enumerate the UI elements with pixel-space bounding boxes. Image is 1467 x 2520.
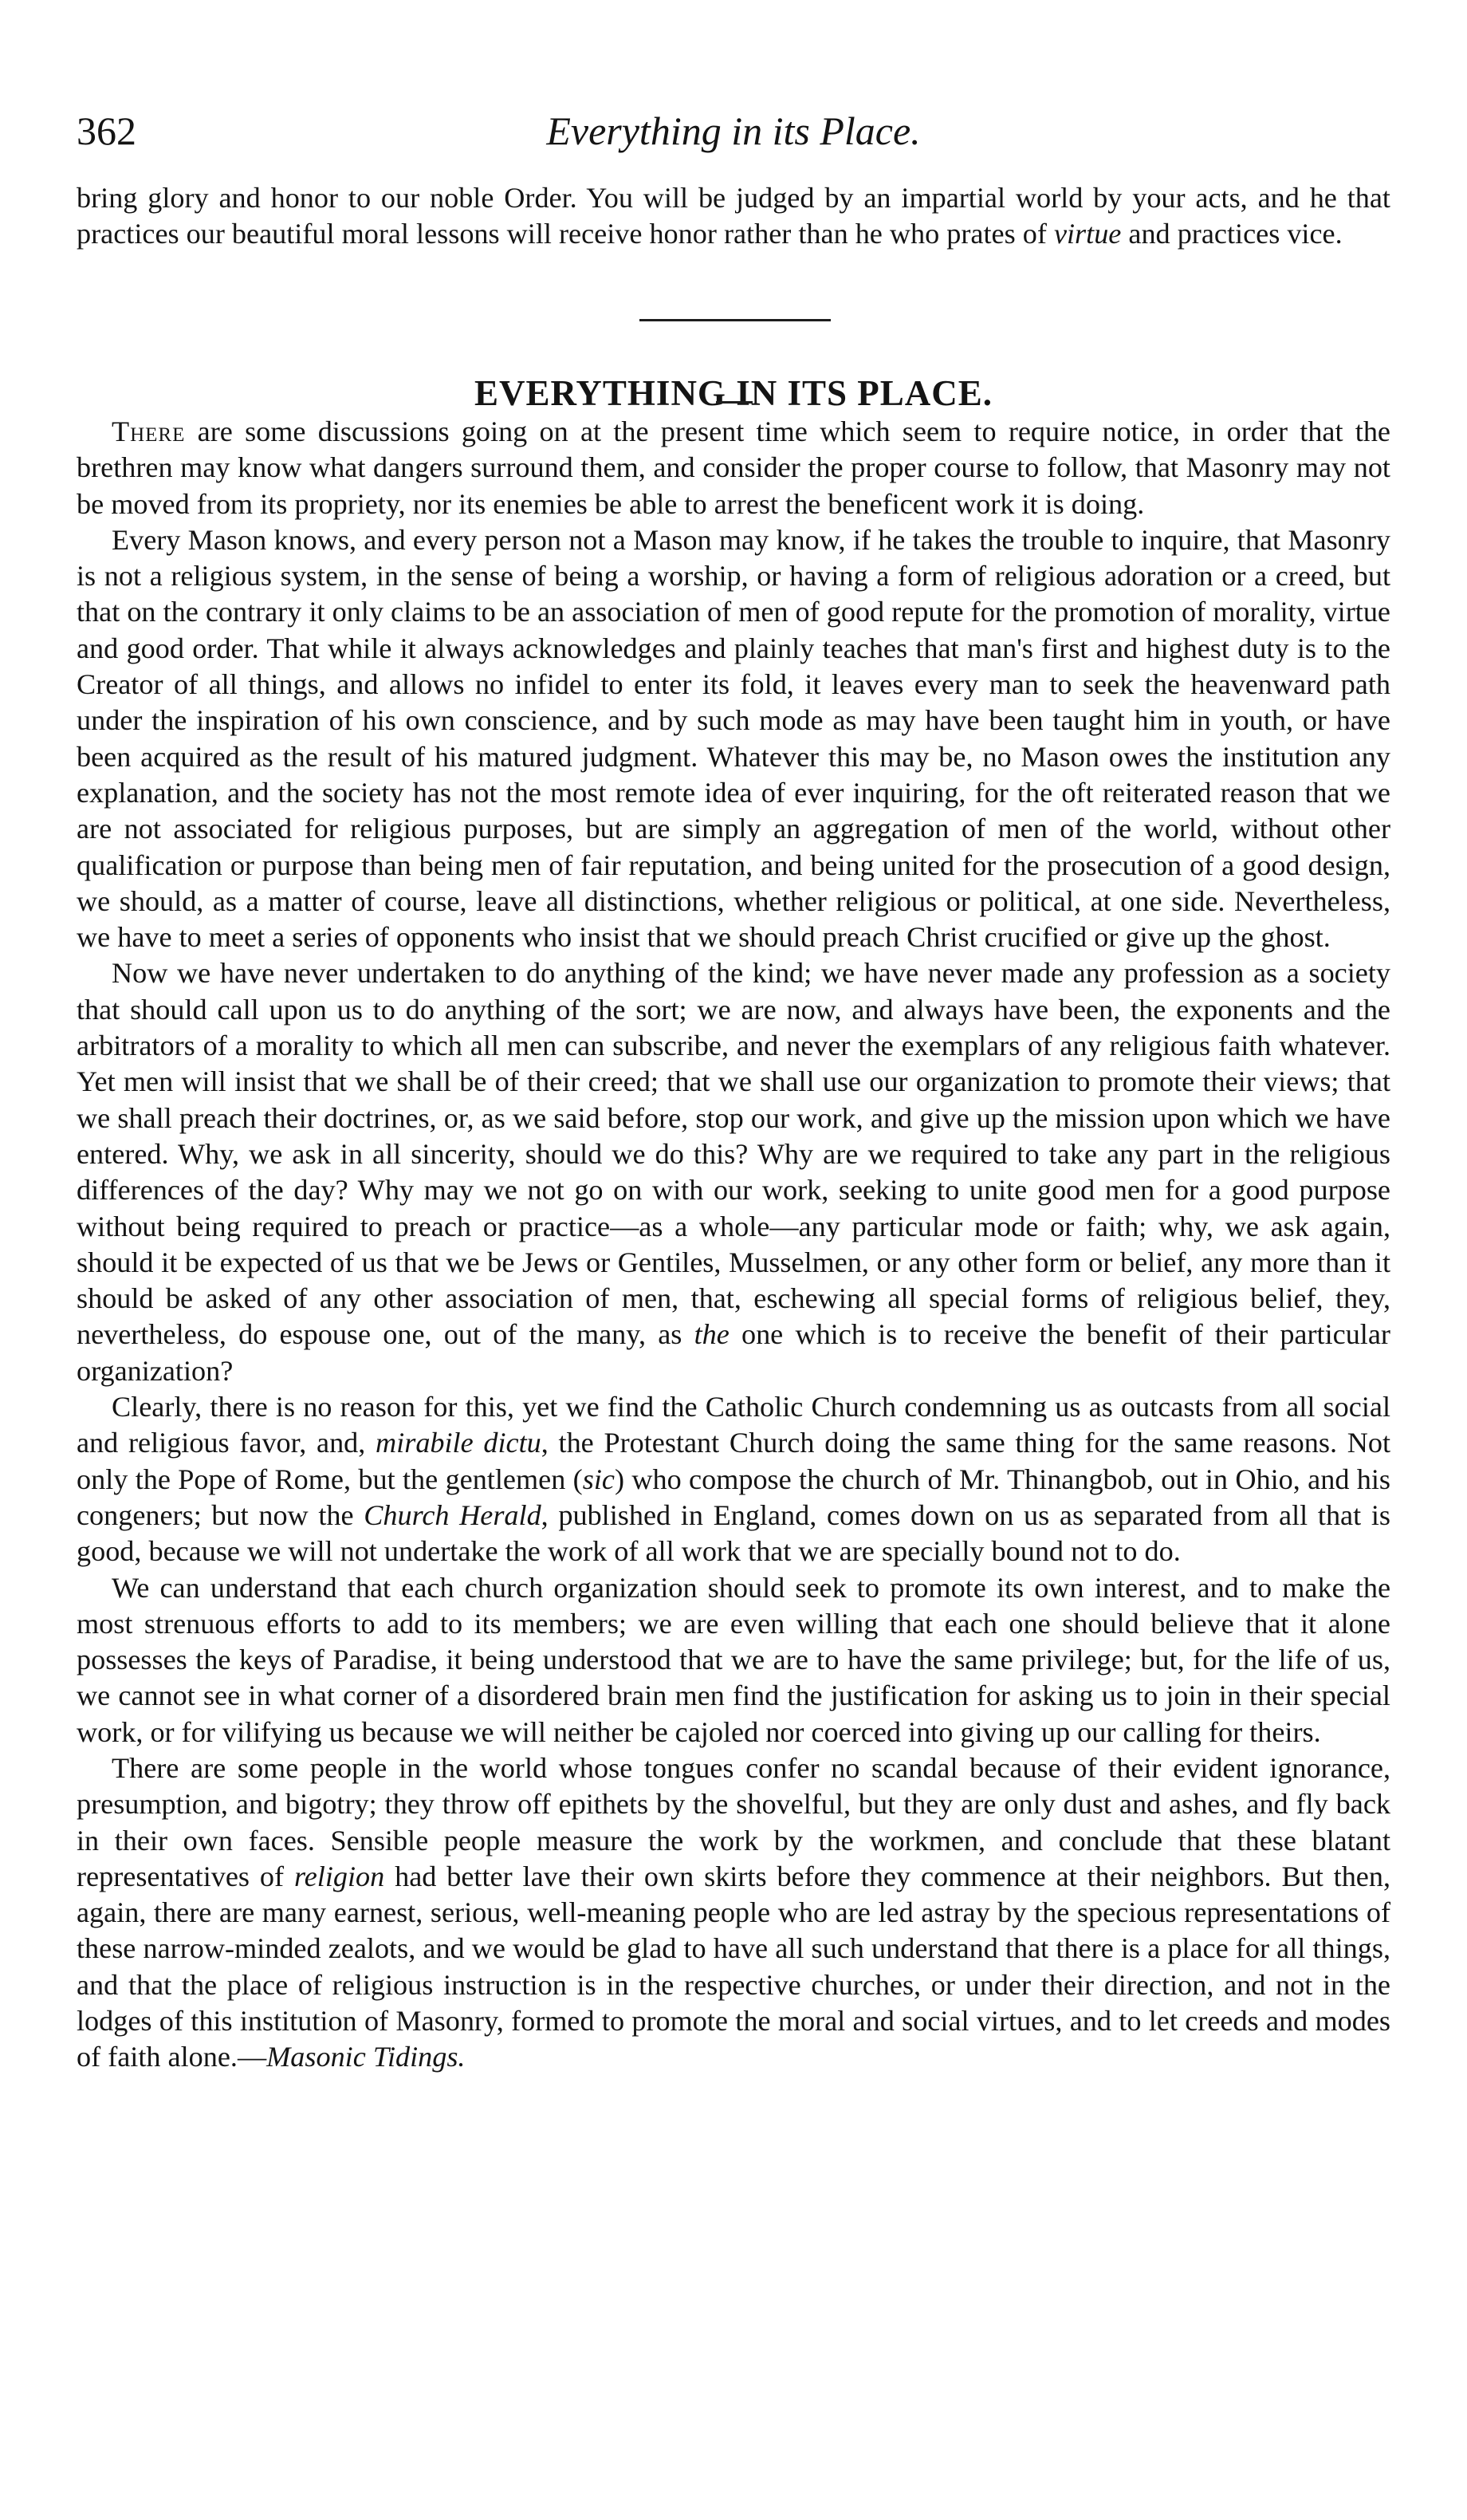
paragraph	[77, 414, 1390, 522]
text-run: There are some people in the world whose tongues confer no scandal because of their evident ignorance, presumption, and bigotry; they throw off epithets by the shovelful, but they are only dust and ashes, and fly back in their own faces. Sensible people measure the work by the workmen, and conclude that these blatant representatives of	[77, 1751, 1390, 1892]
paragraph: We can understand that each church organization should seek to promote its own interest, and to make the most strenuous efforts to add to its members; we are even willing that each one should believe that it alone possesses the keys of Paradise, it being understood that we are to have the same privilege; but, for the life of us, we cannot see in what corner of a disordered brain men find the justification for asking us to join in their special work, or for vilifying us because we will neither be cajoled nor coerced into giving up our calling for theirs.	[77, 1571, 1390, 1748]
italic-text: the	[694, 1318, 730, 1351]
page-header	[77, 102, 1390, 159]
text-run: bring glory and honor to our noble Order. You will be judged by an impartial world by your acts, and he that practices our beautiful moral lessons will receive honor rather than he who prates of	[77, 182, 1390, 250]
text-run: ) who compose the church of Mr. Thinangbob, out in Ohio, and his congeners; but now the	[77, 1463, 1391, 1531]
continued-text	[77, 180, 1390, 253]
paragraph	[77, 180, 1390, 253]
article-body	[77, 414, 1390, 2076]
section-divider	[639, 319, 831, 321]
text-run: Now we have never undertaken to do anything of the kind; we have never made any profession as a society that should call upon us to do anything of the sort; we are now, and always have been, the exponents and the arbitrators of a morality to which all men can subscribe, and never the exemplars of any religious faith whatever. Yet men will insist that we shall be of their creed; that we shall use our organization to promote their views; that we shall preach their doctrines, or, as we said before, stop our work, and give up the mission upon which we have entered. Why, we ask in all sincerity, should we do this? Why are we required to take any part in the religious differences of the day? Why may we not go on with our work, seeking to unite good men for a good purpose without being required to preach or practice—as a whole—any particular mode or faith; why, we ask again, should it be expected of us that we be Jews or Gentiles, Musselmen, or any other form or belief, any more than it should be asked of any other association of men, that, eschewing all special forms of religious belief, they, nevertheless, do espouse one, out of the many, as	[77, 957, 1390, 1351]
italic-text: virtue	[1053, 218, 1122, 250]
paragraph: Every Mason knows, and every person not a Mason may know, if he takes the trouble to inquire, that Masonry is not a religious system, in the sense of being a worship, or having a form of religious adoration or a creed, but that on the contrary it only claims to be an association of men of good repute for the promotion of morality, virtue and good order. That while it always acknowledges and plainly teaches that man's first and highest duty is to the Creator of all things, and allows no infidel to enter its fold, it leaves every man to seek the heavenward path under the inspiration of his own conscience, and by such mode as may have been taught him in youth, or have been acquired as the result of his matured judgment. Whatever this may be, no Mason owes the institution any explanation, and the society has not the most remote idea of ever inquiring, for the oft reiterated reason that we are not associated for religious purposes, but are simply an aggregation of men of the world, without other qualification or purpose than being men of fair reputation, and being united for the prosecution of a good design, we should, as a matter of course, leave all distinctions, whether religious or political, at one side. Nevertheless, we have to meet a series of opponents who insist that we should preach Christ crucified or give up the ghost.	[77, 523, 1390, 954]
italic-text: mirabile dictu	[376, 1427, 541, 1459]
source-attribution: Masonic Tidings.	[266, 2041, 466, 2073]
text-run: and practices vice.	[1121, 218, 1343, 250]
paragraph	[77, 1389, 1390, 1569]
text-run: , published in England, comes down on us as separated from all that is good, because we will not undertake the work of all work that we are specially bound not to do.	[77, 1498, 1390, 1568]
text-run: had better lave their own skirts before they commence at their neighbors. But then, again, there are many earnest, serious, well-meaning people who are led astray by the specious representations of these narrow-minded zealots, and we would be glad to have all such understand that there is a place for all things, and that the place of religious instruction is in the respective churches, or under their direction, and not in the lodges of this institution of Masonry, formed to promote the moral and social virtues, and to let creeds and modes of faith alone.—	[77, 1860, 1390, 2073]
article-title: EVERYTHING IN ITS PLACE.	[474, 373, 993, 414]
italic-text: sic	[582, 1463, 615, 1495]
paragraph	[77, 955, 1390, 1389]
lead-word: There	[112, 415, 186, 447]
paragraph	[77, 1750, 1390, 2076]
page-number: 362	[77, 108, 136, 153]
text-run: one which is to receive the benefit of their particular organization?	[77, 1318, 1390, 1387]
text-run: are some discussions going on at the present time which seem to require notice, in order that the brethren may know what dangers surround them, and consider the proper course to follow, that Masonry may not be moved from its propriety, nor its enemies be able to arrest the beneficent work it is doing.	[77, 415, 1390, 520]
text-run: Clearly, there is no reason for this, yet we find the Catholic Church condemning us as outcasts from all social and religious favor, and,	[77, 1391, 1390, 1459]
text-run: , the Protestant Church doing the same thing for the same reasons. Not only the Pope of Rome, but the gentlemen (	[77, 1427, 1390, 1495]
italic-text: religion	[293, 1860, 385, 1892]
title-rule	[716, 401, 753, 404]
italic-text: Church Herald	[364, 1498, 541, 1531]
running-head: Everything in its Place.	[546, 108, 921, 153]
